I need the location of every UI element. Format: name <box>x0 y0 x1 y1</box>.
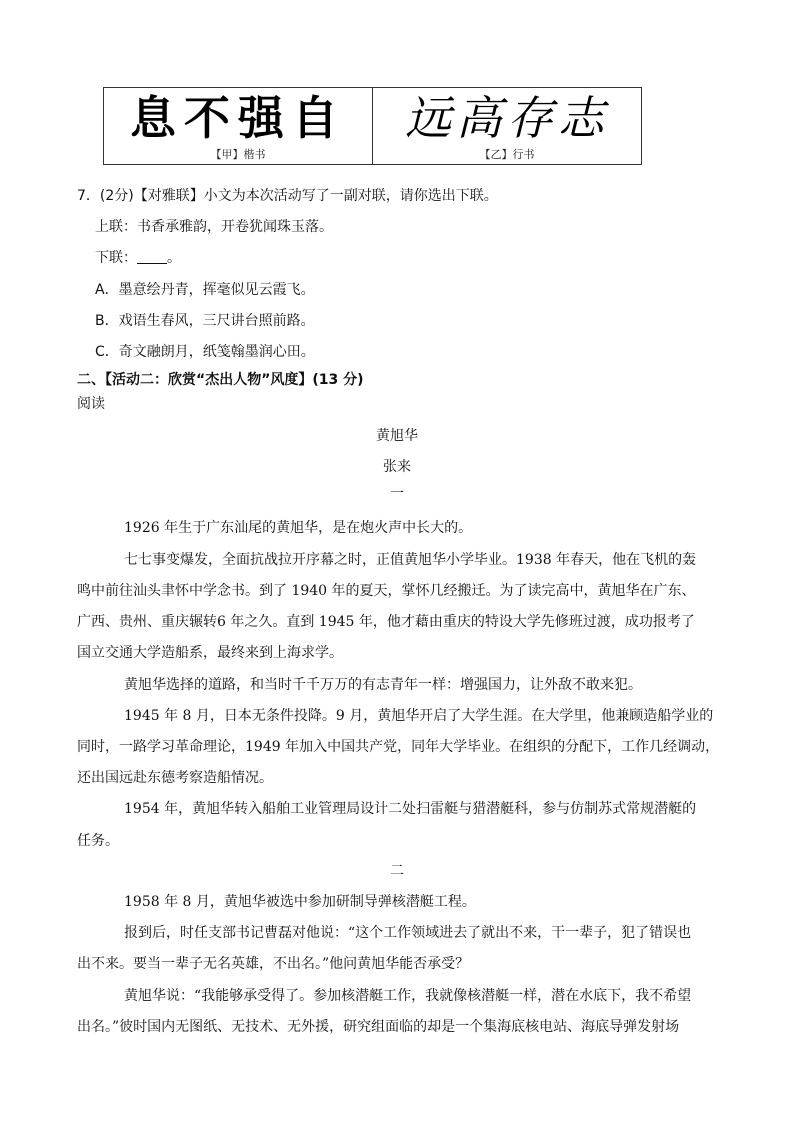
article-line: 黄旭华说：“我能够承受得了。参加核潜艇工作，我就像核潜艇一样，潜在水底下，我不希望 <box>124 988 692 1004</box>
article-line: 1926 年生于广东汕尾的黄旭华，是在炮火声中长大的。 <box>124 520 473 536</box>
read-label: 阅读 <box>77 396 105 412</box>
couplet-lower-suffix: 。 <box>167 250 181 266</box>
article-line: 1945 年 8 月，日本无条件投降。9 月，黄旭华开启了大学生涯。在大学里，他兼顾造船学业的 <box>124 708 714 724</box>
article-line: 1958 年 8 月，黄旭华被选中参加研制导弹核潜艇工程。 <box>124 894 476 910</box>
article-line: 同时，一路学习革命理论，1949 年加入中国共产党，同年大学毕业。在组织的分配下，工作几经调动， <box>77 739 720 755</box>
calligraphy-characters: 息不强自 <box>130 91 346 145</box>
article-line: 出名。”彼时国内无图纸、无技术、无外援，研究组面临的却是一个集海底核电站、海底导弹发射场 <box>77 1019 680 1035</box>
calligraphy-running-script <box>372 88 641 164</box>
question-7-stem: 7．(2分)【对雅联】小文为本次活动写了一副对联，请你选出下联。 <box>77 188 498 204</box>
calligraphy-regular-script <box>104 88 372 164</box>
article-line: 国立交通大学造船系，最终来到上海求学。 <box>77 645 343 661</box>
article-line: 七七事变爆发，全面抗战拉开序幕之时，正值黄旭华小学毕业。1938 年春天，他在飞机的轰 <box>124 552 697 568</box>
section-2-heading: 二、【活动二：欣赏“杰出人物”风度】(13 分) <box>77 372 364 388</box>
option-b[interactable]: B．戏语生春风，三尺讲台照前路。 <box>95 313 315 329</box>
calligraphy-characters: 远高存志 <box>405 91 609 145</box>
calligraphy-caption: 【甲】楷书 <box>210 148 266 161</box>
article-line: 黄旭华选择的道路，和当时千千万万的有志青年一样：增强国力，让外敌不敢来犯。 <box>124 677 642 693</box>
article-line: 广西、贵州、重庆辗转6 年之久。直到 1945 年，他才藉由重庆的特设大学先修班过渡，成功报考了 <box>77 614 695 630</box>
article-title: 黄旭华 <box>376 428 418 444</box>
article-line: 出不来。要当一辈子无名英雄，不出名。”他问黄旭华能否承受？ <box>77 956 470 972</box>
option-c[interactable]: C．奇文融朗月，纸笺翰墨润心田。 <box>95 344 315 360</box>
couplet-lower-prefix: 下联： <box>95 250 137 266</box>
article-author: 张来 <box>383 459 411 475</box>
part-1-marker: 一 <box>390 486 404 502</box>
article-line: 1954 年，黄旭华转入船舶工业管理局设计二处扫雷艇与猎潜艇科，参与仿制苏式常规潜艇的 <box>124 801 697 817</box>
answer-blank[interactable] <box>137 249 167 264</box>
part-2-marker: 二 <box>390 863 404 879</box>
calligraphy-caption: 【乙】行书 <box>479 148 535 161</box>
calligraphy-box <box>103 87 642 165</box>
article-line: 报到后，时任支部书记曹磊对他说：“这个工作领域进去了就出不来，干一辈子，犯了错误也 <box>124 925 692 941</box>
article-line: 任务。 <box>77 833 119 849</box>
article-line: 鸣中前往汕头聿怀中学念书。到了 1940 年的夏天，掌怀几经搬迁。为了读完高中，黄旭华在广东、 <box>77 583 696 599</box>
article-line: 还出国远赴东德考察造船情况。 <box>77 770 273 786</box>
option-a[interactable]: A．墨意绘丹青，挥毫似见云霞飞。 <box>95 282 315 298</box>
couplet-lower <box>95 248 181 268</box>
couplet-upper: 上联：书香承雅韵，开卷犹闻珠玉落。 <box>95 219 333 235</box>
